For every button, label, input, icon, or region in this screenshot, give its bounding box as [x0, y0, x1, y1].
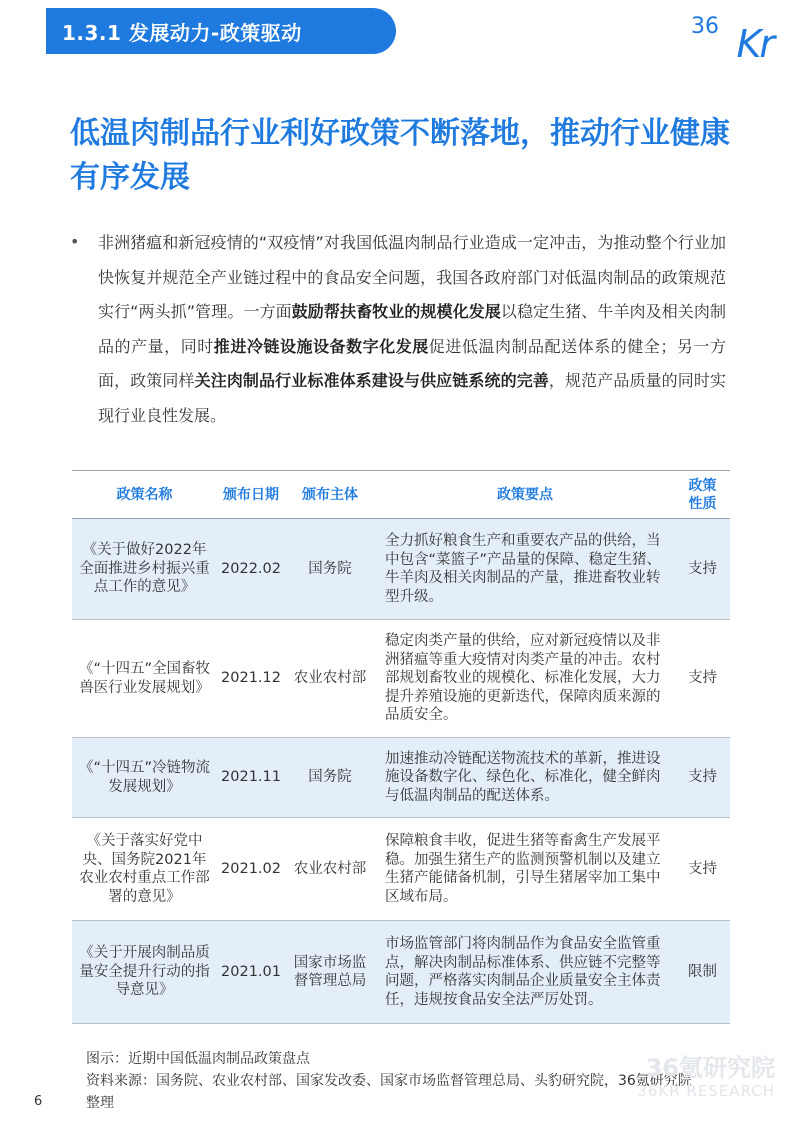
- policy-name: 《“十四五”冷链物流发展规划》: [72, 738, 217, 818]
- table-row: [72, 921, 730, 1024]
- para-highlight: 关注肉制品行业标准体系建设与供应链系统的完善: [194, 371, 549, 390]
- header-policy-nature: [675, 471, 730, 519]
- table-row: [72, 738, 730, 818]
- header-policy-name: 政策名称: [72, 471, 217, 519]
- para-highlight: 鼓励帮扶畜牧业的规模化发展: [291, 302, 501, 321]
- page-number: 6: [34, 1094, 43, 1109]
- policy-points: 全力抓好粮食生产和重要农产品的供给，当中包含“菜篮子”产品量的保障、稳定生猪、牛羊肉及相关肉制品的产量，推进畜牧业转型升级。: [375, 519, 675, 620]
- policy-nature: 支持: [675, 818, 730, 921]
- policy-points: 保障粮食丰收，促进生猪等畜禽生产发展平稳。加强生猪生产的监测预警机制以及建立生猪产能储备机制，引导生猪屠宰加工集中区域布局。: [375, 818, 675, 921]
- logo-letters: Kr: [736, 22, 773, 66]
- watermark-en: 36KR RESEARCH: [637, 1082, 775, 1100]
- para-segment: 以稳定生猪、牛羊肉及相关肉制品的产量，同时: [98, 302, 726, 356]
- data-source: 资料来源：国务院、农业农村部、国家发改委、国家市场监督管理总局、头豹研究院，36氪研究院整理: [86, 1073, 692, 1111]
- issuer: 国务院: [285, 519, 375, 620]
- logo-number: 36: [691, 14, 719, 39]
- issue-date: 2021.11: [217, 738, 285, 818]
- policy-nature: 支持: [675, 738, 730, 818]
- table-row: [72, 519, 730, 620]
- section-banner: [46, 8, 396, 54]
- issue-date: 2022.02: [217, 519, 285, 620]
- table-row: [72, 818, 730, 921]
- page-heading: 低温肉制品行业利好政策不断落地，推动行业健康有序发展: [70, 116, 730, 195]
- table-header-row: [72, 471, 730, 519]
- issuer: 国家市场监督管理总局: [285, 921, 375, 1024]
- policy-table: [72, 470, 730, 1024]
- section-title: 1.3.1 发展动力-政策驱动: [62, 20, 302, 45]
- watermark-cn: 36氪研究院: [645, 1054, 775, 1082]
- para-segment: ，规范产品质量的同时实现行业良性发展。: [98, 371, 726, 425]
- intro-paragraph: [98, 226, 726, 433]
- policy-name: 《关于落实好党中央、国务院2021年农业农村重点工作部署的意见》: [72, 818, 217, 921]
- policy-nature: 限制: [675, 921, 730, 1024]
- issuer: 国务院: [285, 738, 375, 818]
- bullet-icon: •: [70, 232, 80, 251]
- policy-points: 稳定肉类产量的供给，应对新冠疫情以及非洲猪瘟等重大疫情对肉类产量的冲击。农村部规划畜牧业的规模化、标准化发展，大力提升养殖设施的更新迭代，保障肉质来源的品质安全。: [375, 620, 675, 738]
- para-segment: 促进低温肉制品配送体系的健全；另一方面，政策同样: [98, 336, 726, 390]
- para-segment: 非洲猪瘟和新冠疫情的“双疫情”对我国低温肉制品行业造成一定冲击，为推动整个行业加快恢复并规范全产业链过程中的食品安全问题，我国各政府部门对低温肉制品的政策规范实行“两头抓”管理。一方面: [98, 233, 726, 321]
- table-row: [72, 620, 730, 738]
- para-highlight: 推进冷链设施设备数字化发展: [213, 336, 429, 356]
- policy-nature: 支持: [675, 519, 730, 620]
- policy-name: 《“十四五”全国畜牧兽医行业发展规划》: [72, 620, 217, 738]
- policy-name: 《关于开展肉制品质量安全提升行动的指导意见》: [72, 921, 217, 1024]
- issuer: 农业农村部: [285, 818, 375, 921]
- issue-date: 2021.12: [217, 620, 285, 738]
- figure-caption: 图示：近期中国低温肉制品政策盘点: [86, 1051, 310, 1067]
- watermark: [637, 1054, 775, 1100]
- policy-name: 《关于做好2022年全面推进乡村振兴重点工作的意见》: [72, 519, 217, 620]
- 36kr-logo: [689, 4, 779, 66]
- header-issue-date: 颁布日期: [217, 471, 285, 519]
- header-issuer: 颁布主体: [285, 471, 375, 519]
- issue-date: 2021.01: [217, 921, 285, 1024]
- issuer: 农业农村部: [285, 620, 375, 738]
- policy-points: 加速推动冷链配送物流技术的革新，推进设施设备数字化、绿色化、标准化，健全鲜肉与低温肉制品的配送体系。: [375, 738, 675, 818]
- issue-date: 2021.02: [217, 818, 285, 921]
- header-policy-nature-label: 政策性质: [688, 477, 717, 512]
- policy-nature: 支持: [675, 620, 730, 738]
- policy-points: 市场监管部门将肉制品作为食品安全监管重点，解决肉制品标准体系、供应链不完整等问题，严格落实肉制品企业质量安全主体责任，违规按食品安全法严厉处罚。: [375, 921, 675, 1024]
- header-policy-points: 政策要点: [375, 471, 675, 519]
